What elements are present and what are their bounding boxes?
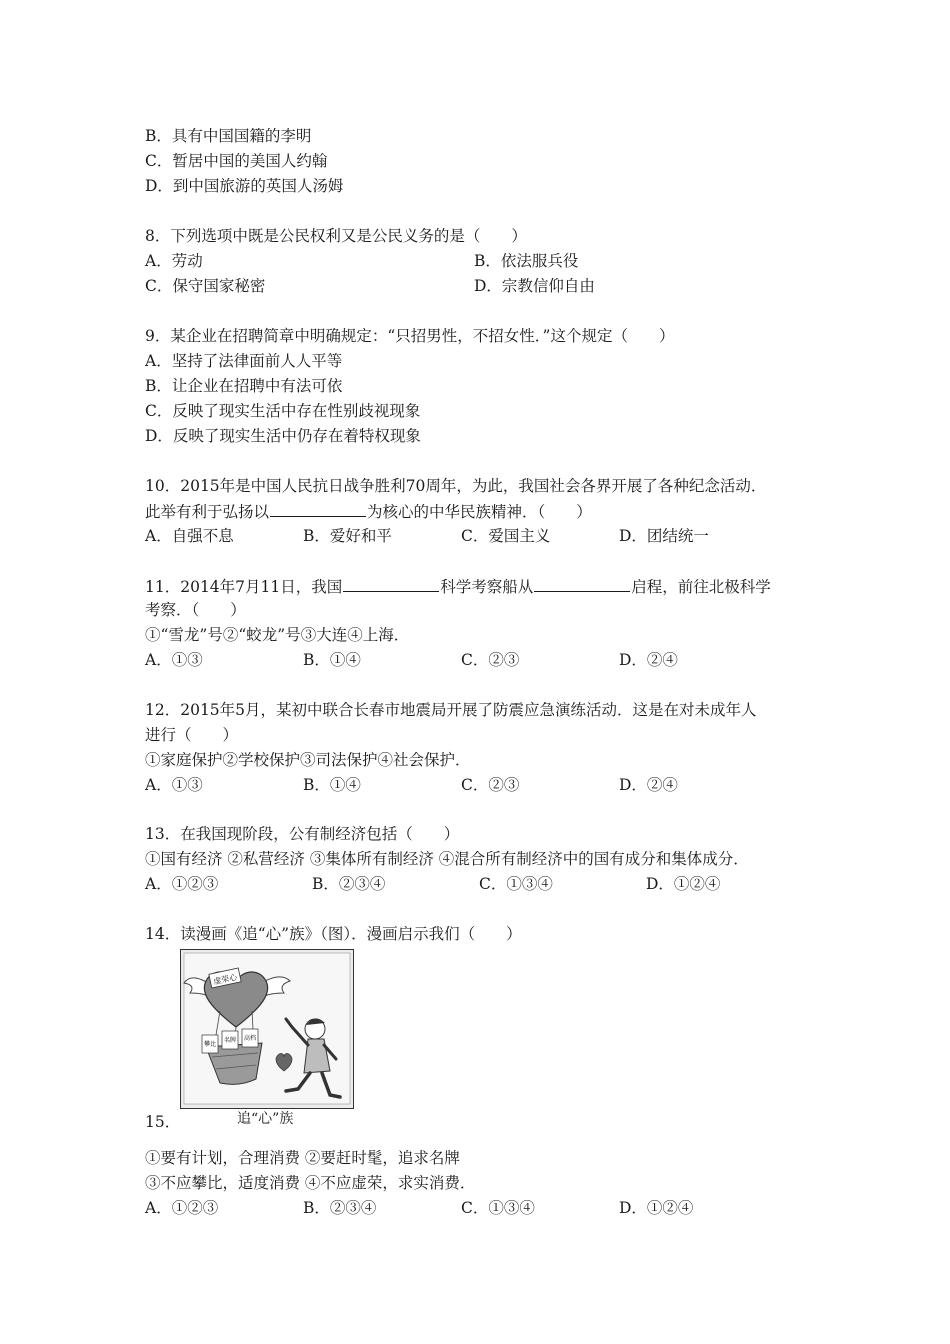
q15-option-b: B．②③④ <box>303 1199 377 1217</box>
q12-stem-line2: 进行（ ） <box>145 726 239 744</box>
q10-stem-line1: 10．2015年是中国人民抗日战争胜利70周年，为此，我国社会各界开展了各种纪念活动． <box>145 477 767 495</box>
q11-items: ①“雪龙”号②“蛟龙”号③大连④上海． <box>145 626 410 644</box>
q12-option-d: D．②④ <box>619 776 678 794</box>
q9-option-c: C．反映了现实生活中存在性别歧视现象 <box>145 402 421 420</box>
q13-option-c: C．①③④ <box>479 875 553 893</box>
q10-option-c: C．爱国主义 <box>461 527 551 545</box>
q9-option-a: A．坚持了法律面前人人平等 <box>145 352 343 370</box>
q15-option-c: C．①③④ <box>461 1199 535 1217</box>
q10-stem-part1: 此举有利于弘扬以 <box>145 503 270 521</box>
q11-stem-part3: 启程，前往北极科学 <box>631 578 771 596</box>
q15-option-a: A．①②③ <box>145 1199 219 1217</box>
q11-option-c: C．②③ <box>461 651 520 669</box>
q13-option-a: A．①②③ <box>145 875 219 893</box>
q11-fill-blank-1 <box>343 576 439 592</box>
q11-stem-part1: 11．2014年7月11日，我国 <box>145 578 343 596</box>
q10-option-a: A．自强不息 <box>145 527 234 545</box>
q13-items: ①国有经济 ②私营经济 ③集体所有制经济 ④混合所有制经济中的国有成分和集体成分． <box>145 850 749 868</box>
q13-option-b: B．②③④ <box>312 875 386 893</box>
q11-option-b: B．①④ <box>303 651 361 669</box>
q7-option-b: B．具有中国国籍的李明 <box>145 127 312 145</box>
q15-option-d: D．①②④ <box>619 1199 694 1217</box>
q10-stem-line2 <box>145 501 592 522</box>
q9-stem: 9．某企业在招聘简章中明确规定：“只招男性，不招女性．”这个规定（ ） <box>145 327 675 345</box>
q7-option-c: C．暂居中国的美国人约翰 <box>145 152 328 170</box>
q10-option-b: B．爱好和平 <box>303 527 392 545</box>
q15-number: 15． <box>145 1113 181 1131</box>
q11-option-a: A．①③ <box>145 651 203 669</box>
q14-stem: 14．读漫画《追“心”族》（图）．漫画启示我们（ ） <box>145 925 522 943</box>
q11-stem-line2: 考察．（ ） <box>145 601 246 619</box>
q9-option-d: D．反映了现实生活中仍存在着特权现象 <box>145 427 421 445</box>
q7-option-d: D．到中国旅游的英国人汤姆 <box>145 177 344 195</box>
basket-label-2: 名牌 <box>223 1037 237 1044</box>
q12-items: ①家庭保护②学校保护③司法保护④社会保护． <box>145 751 471 769</box>
q8-option-b: B．依法服兵役 <box>474 252 579 270</box>
q12-option-a: A．①③ <box>145 776 203 794</box>
q15-items-line2: ③不应攀比，适度消费 ④不应虚荣，求实消费． <box>145 1174 476 1192</box>
q15-items-line1: ①要有计划，合理消费 ②要赶时髦，追求名牌 <box>145 1149 460 1167</box>
q10-stem-part2: 为核心的中华民族精神．（ ） <box>367 503 592 521</box>
q11-stem-line1 <box>145 576 771 597</box>
q11-fill-blank-2 <box>534 576 630 592</box>
q13-option-d: D．①②④ <box>646 875 721 893</box>
q10-option-d: D．团结统一 <box>619 527 709 545</box>
q11-stem-part2: 科学考察船从 <box>440 578 534 596</box>
cartoon-image <box>180 949 354 1109</box>
q9-option-b: B．让企业在招聘中有法可依 <box>145 377 343 395</box>
balloon-label: 虚荣心 <box>212 972 238 987</box>
q11-option-d: D．②④ <box>619 651 678 669</box>
q10-fill-blank <box>270 501 366 517</box>
q12-option-c: C．②③ <box>461 776 520 794</box>
basket-label-3: 高档 <box>243 1035 257 1042</box>
basket-label-1: 攀比 <box>203 1041 217 1048</box>
cartoon-caption: 追“心”族 <box>237 1111 294 1127</box>
q12-option-b: B．①④ <box>303 776 361 794</box>
q8-option-d: D．宗教信仰自由 <box>474 277 595 295</box>
q8-option-c: C．保守国家秘密 <box>145 277 266 295</box>
q12-stem-line1: 12．2015年5月，某初中联合长春市地震局开展了防震应急演练活动．这是在对未成年人 <box>145 701 757 719</box>
q8-option-a: A．劳动 <box>145 252 203 270</box>
q13-stem: 13．在我国现阶段，公有制经济包括（ ） <box>145 825 460 843</box>
q8-stem: 8．下列选项中既是公民权利又是公民义务的是（ ） <box>145 227 527 245</box>
